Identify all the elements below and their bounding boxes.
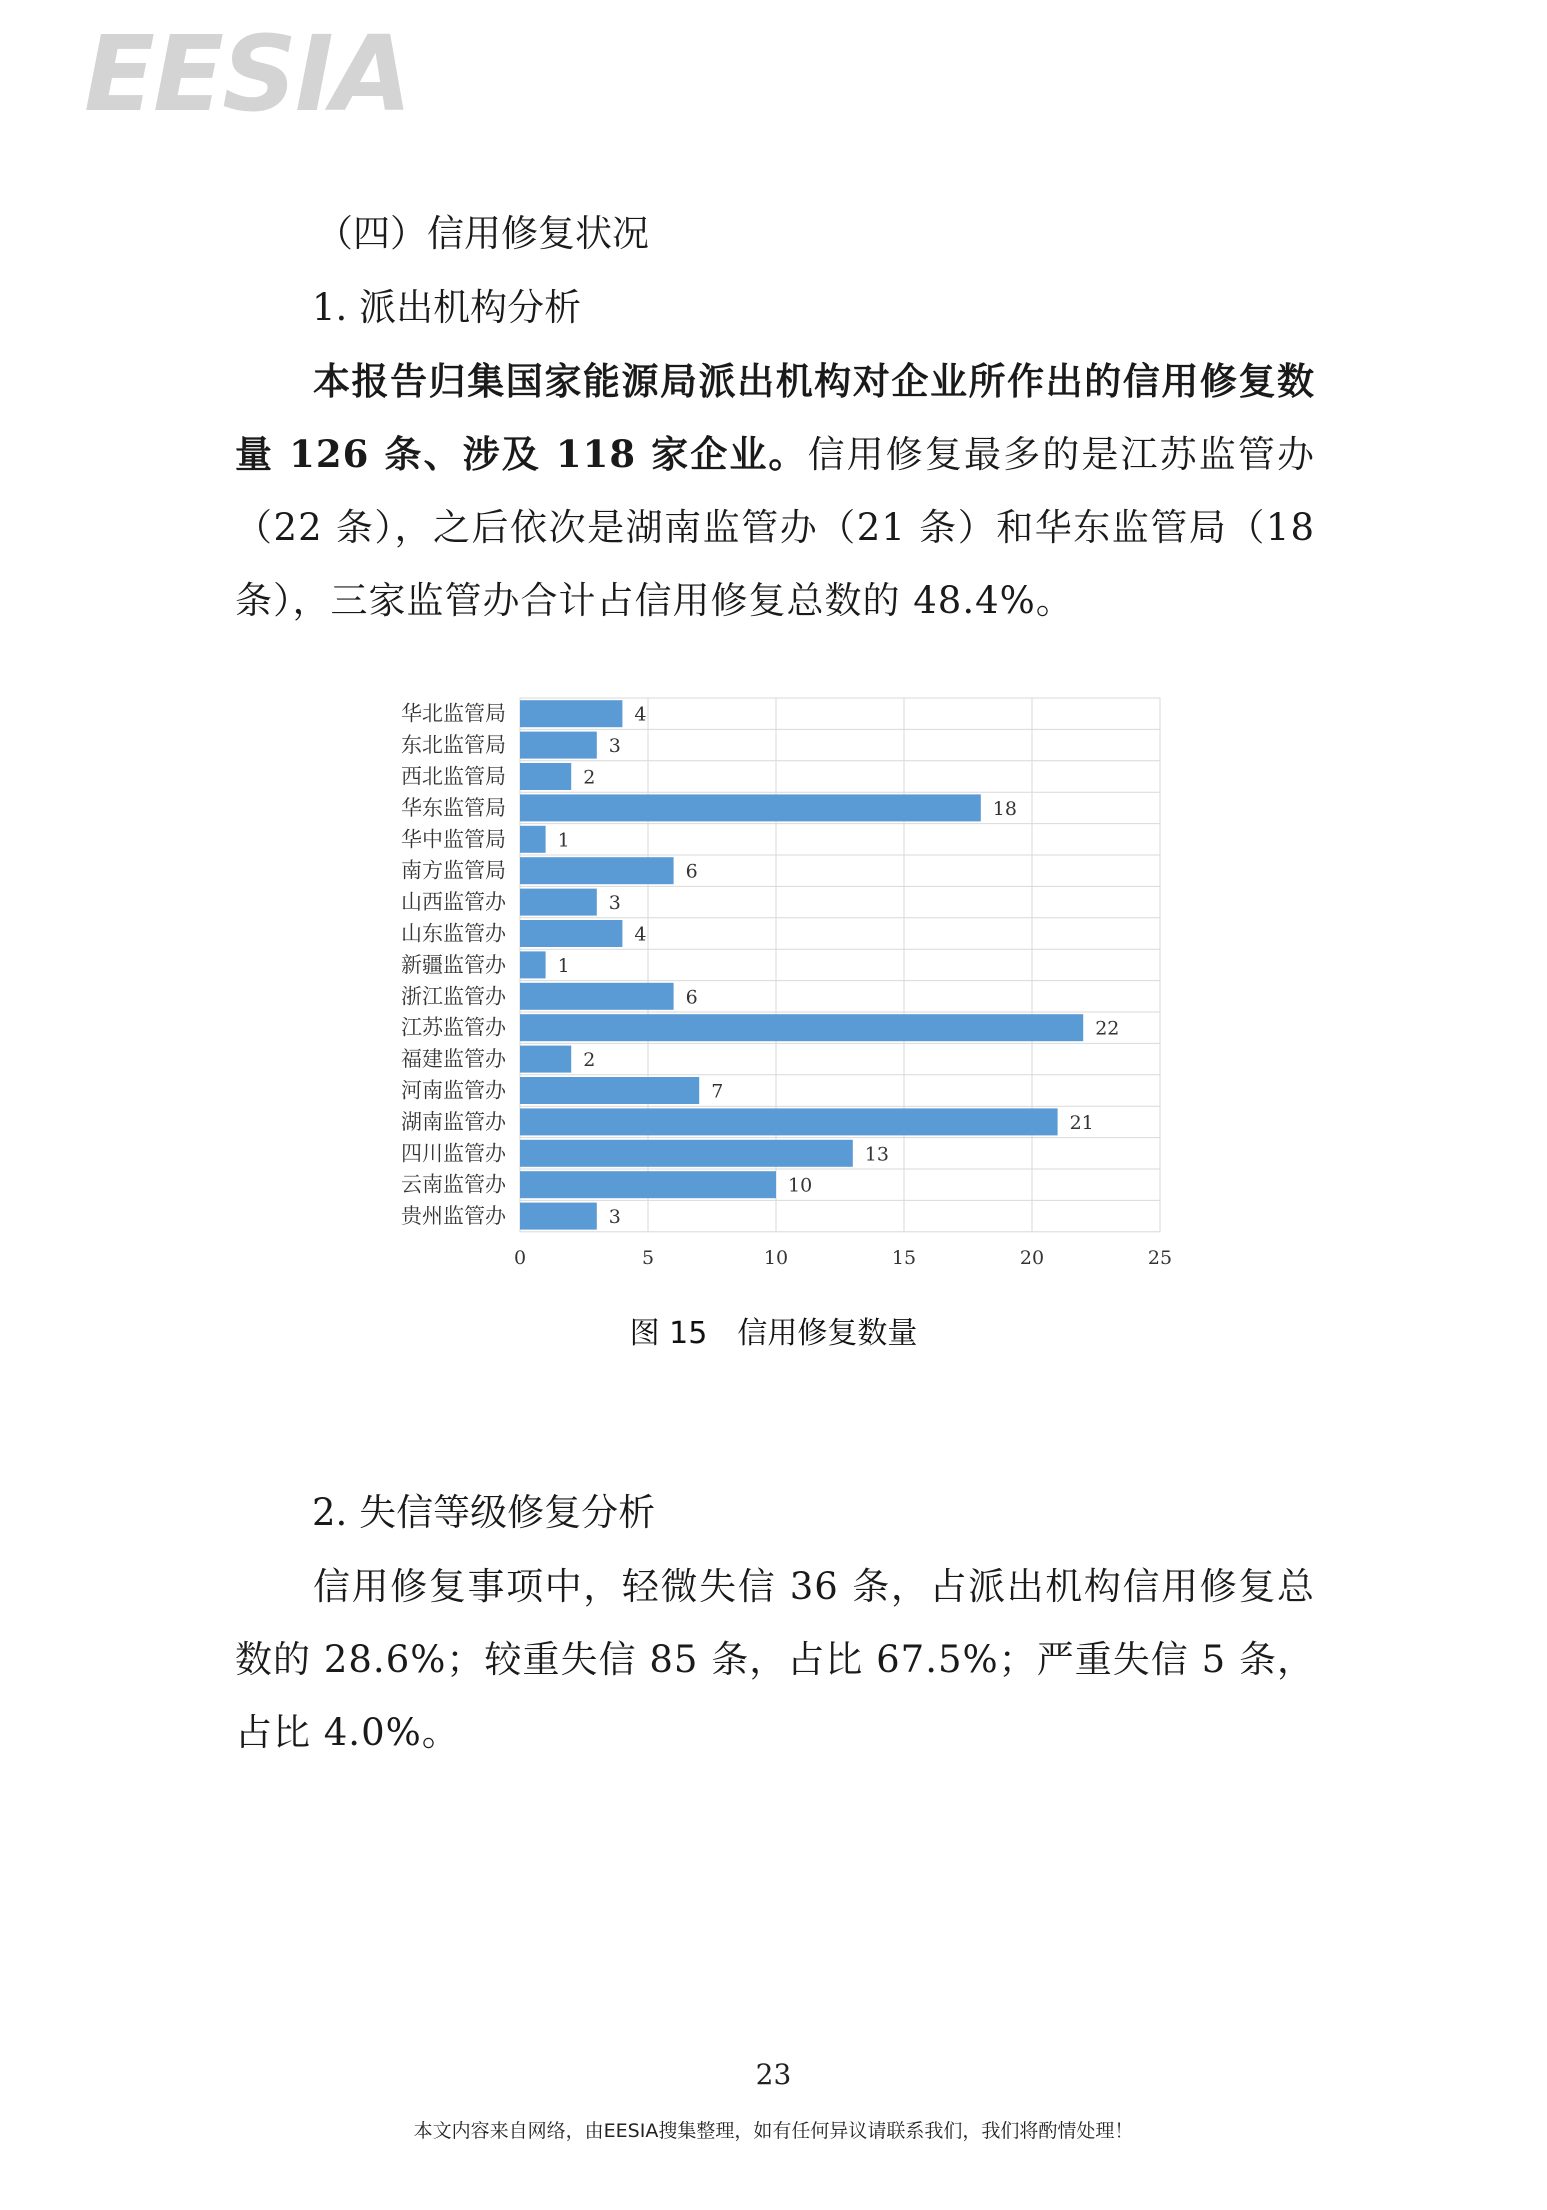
x-tick-label: 0: [513, 1246, 527, 1269]
category-label: 南方监管局: [401, 858, 506, 883]
data-label: 21: [1069, 1111, 1094, 1134]
category-label: 新疆监管办: [401, 952, 506, 977]
category-label: 浙江监管办: [401, 984, 506, 1009]
data-label: 2: [583, 1049, 596, 1072]
data-label: 6: [685, 986, 698, 1009]
eesia-logo: EESIA: [84, 13, 411, 135]
subsection-heading-1: 1. 派出机构分析: [312, 286, 582, 329]
x-tick-label: 20: [1019, 1246, 1045, 1269]
page-number: 23: [755, 2058, 792, 2091]
data-label: 10: [788, 1174, 813, 1197]
subsection-heading-2: 2. 失信等级修复分析: [312, 1491, 656, 1534]
category-label: 西北监管局: [401, 764, 506, 789]
bar: [520, 1046, 571, 1073]
paragraph-1: [235, 345, 1315, 637]
bar: [520, 951, 546, 978]
data-label: 13: [864, 1143, 889, 1166]
data-label: 7: [711, 1080, 724, 1103]
bar: [520, 1108, 1058, 1135]
data-label: 1: [557, 954, 570, 977]
category-label: 河南监管办: [401, 1078, 506, 1103]
category-label: 四川监管办: [401, 1141, 506, 1166]
x-tick-label: 10: [763, 1246, 789, 1269]
category-label: 华东监管局: [401, 795, 506, 820]
bar: [520, 889, 597, 916]
category-label: 福建监管办: [401, 1047, 506, 1072]
bar: [520, 920, 622, 947]
bar: [520, 1077, 699, 1104]
section-heading: （四）信用修复状况: [316, 212, 649, 255]
category-label: 华中监管局: [401, 827, 506, 852]
bar: [520, 983, 674, 1010]
data-label: 4: [634, 923, 647, 946]
x-tick-label: 25: [1147, 1246, 1173, 1269]
figure-caption: 图 15 信用修复数量: [629, 1316, 918, 1351]
bar: [520, 763, 571, 790]
category-label: 东北监管局: [401, 733, 506, 758]
bar: [520, 1014, 1083, 1041]
bar: [520, 700, 622, 727]
bar: [520, 1140, 853, 1167]
data-label: 3: [608, 735, 621, 758]
bar: [520, 1171, 776, 1198]
bar: [520, 826, 546, 853]
bar: [520, 857, 674, 884]
category-label: 云南监管办: [401, 1172, 506, 1197]
paragraph-2: 信用修复事项中，轻微失信 36 条，占派出机构信用修复总数的 28.6%；较重失信 85 条，占比 67.5%；严重失信 5 条，占比 4.0%。: [235, 1565, 1315, 1754]
data-label: 6: [685, 860, 698, 883]
category-label: 华北监管局: [401, 701, 506, 726]
paragraph-1-bold: 本报告归集国家能源局派出机构对企业所作出的信用修复数量 126 条、涉及 118 家企业。: [235, 359, 1315, 476]
data-label: 1: [557, 829, 570, 852]
x-tick-label: 5: [641, 1246, 655, 1269]
bar: [520, 732, 597, 759]
data-label: 18: [992, 797, 1017, 820]
x-tick-label: 15: [891, 1246, 917, 1269]
data-label: 3: [608, 1206, 621, 1229]
credit-repair-bar-chart: [370, 688, 1190, 1296]
bar: [520, 1203, 597, 1230]
paragraph-1-rest: 信用修复最多的是江苏监管办（22 条），之后依次是湖南监管办（21 条）和华东监管局（18 条），三家监管办合计占信用修复总数的 48.4%。: [235, 433, 1316, 622]
category-label: 山西监管办: [401, 890, 506, 915]
data-label: 3: [608, 892, 621, 915]
data-label: 22: [1095, 1017, 1120, 1040]
bar: [520, 794, 981, 821]
footer-note: 本文内容来自网络，由EESIA搜集整理，如有任何异议请联系我们，我们将酌情处理！: [413, 2120, 1134, 2142]
category-label: 湖南监管办: [401, 1109, 506, 1134]
data-label: 2: [583, 766, 596, 789]
category-label: 贵州监管办: [401, 1204, 506, 1229]
data-label: 4: [634, 703, 647, 726]
category-label: 江苏监管办: [401, 1015, 506, 1040]
category-label: 山东监管办: [401, 921, 506, 946]
